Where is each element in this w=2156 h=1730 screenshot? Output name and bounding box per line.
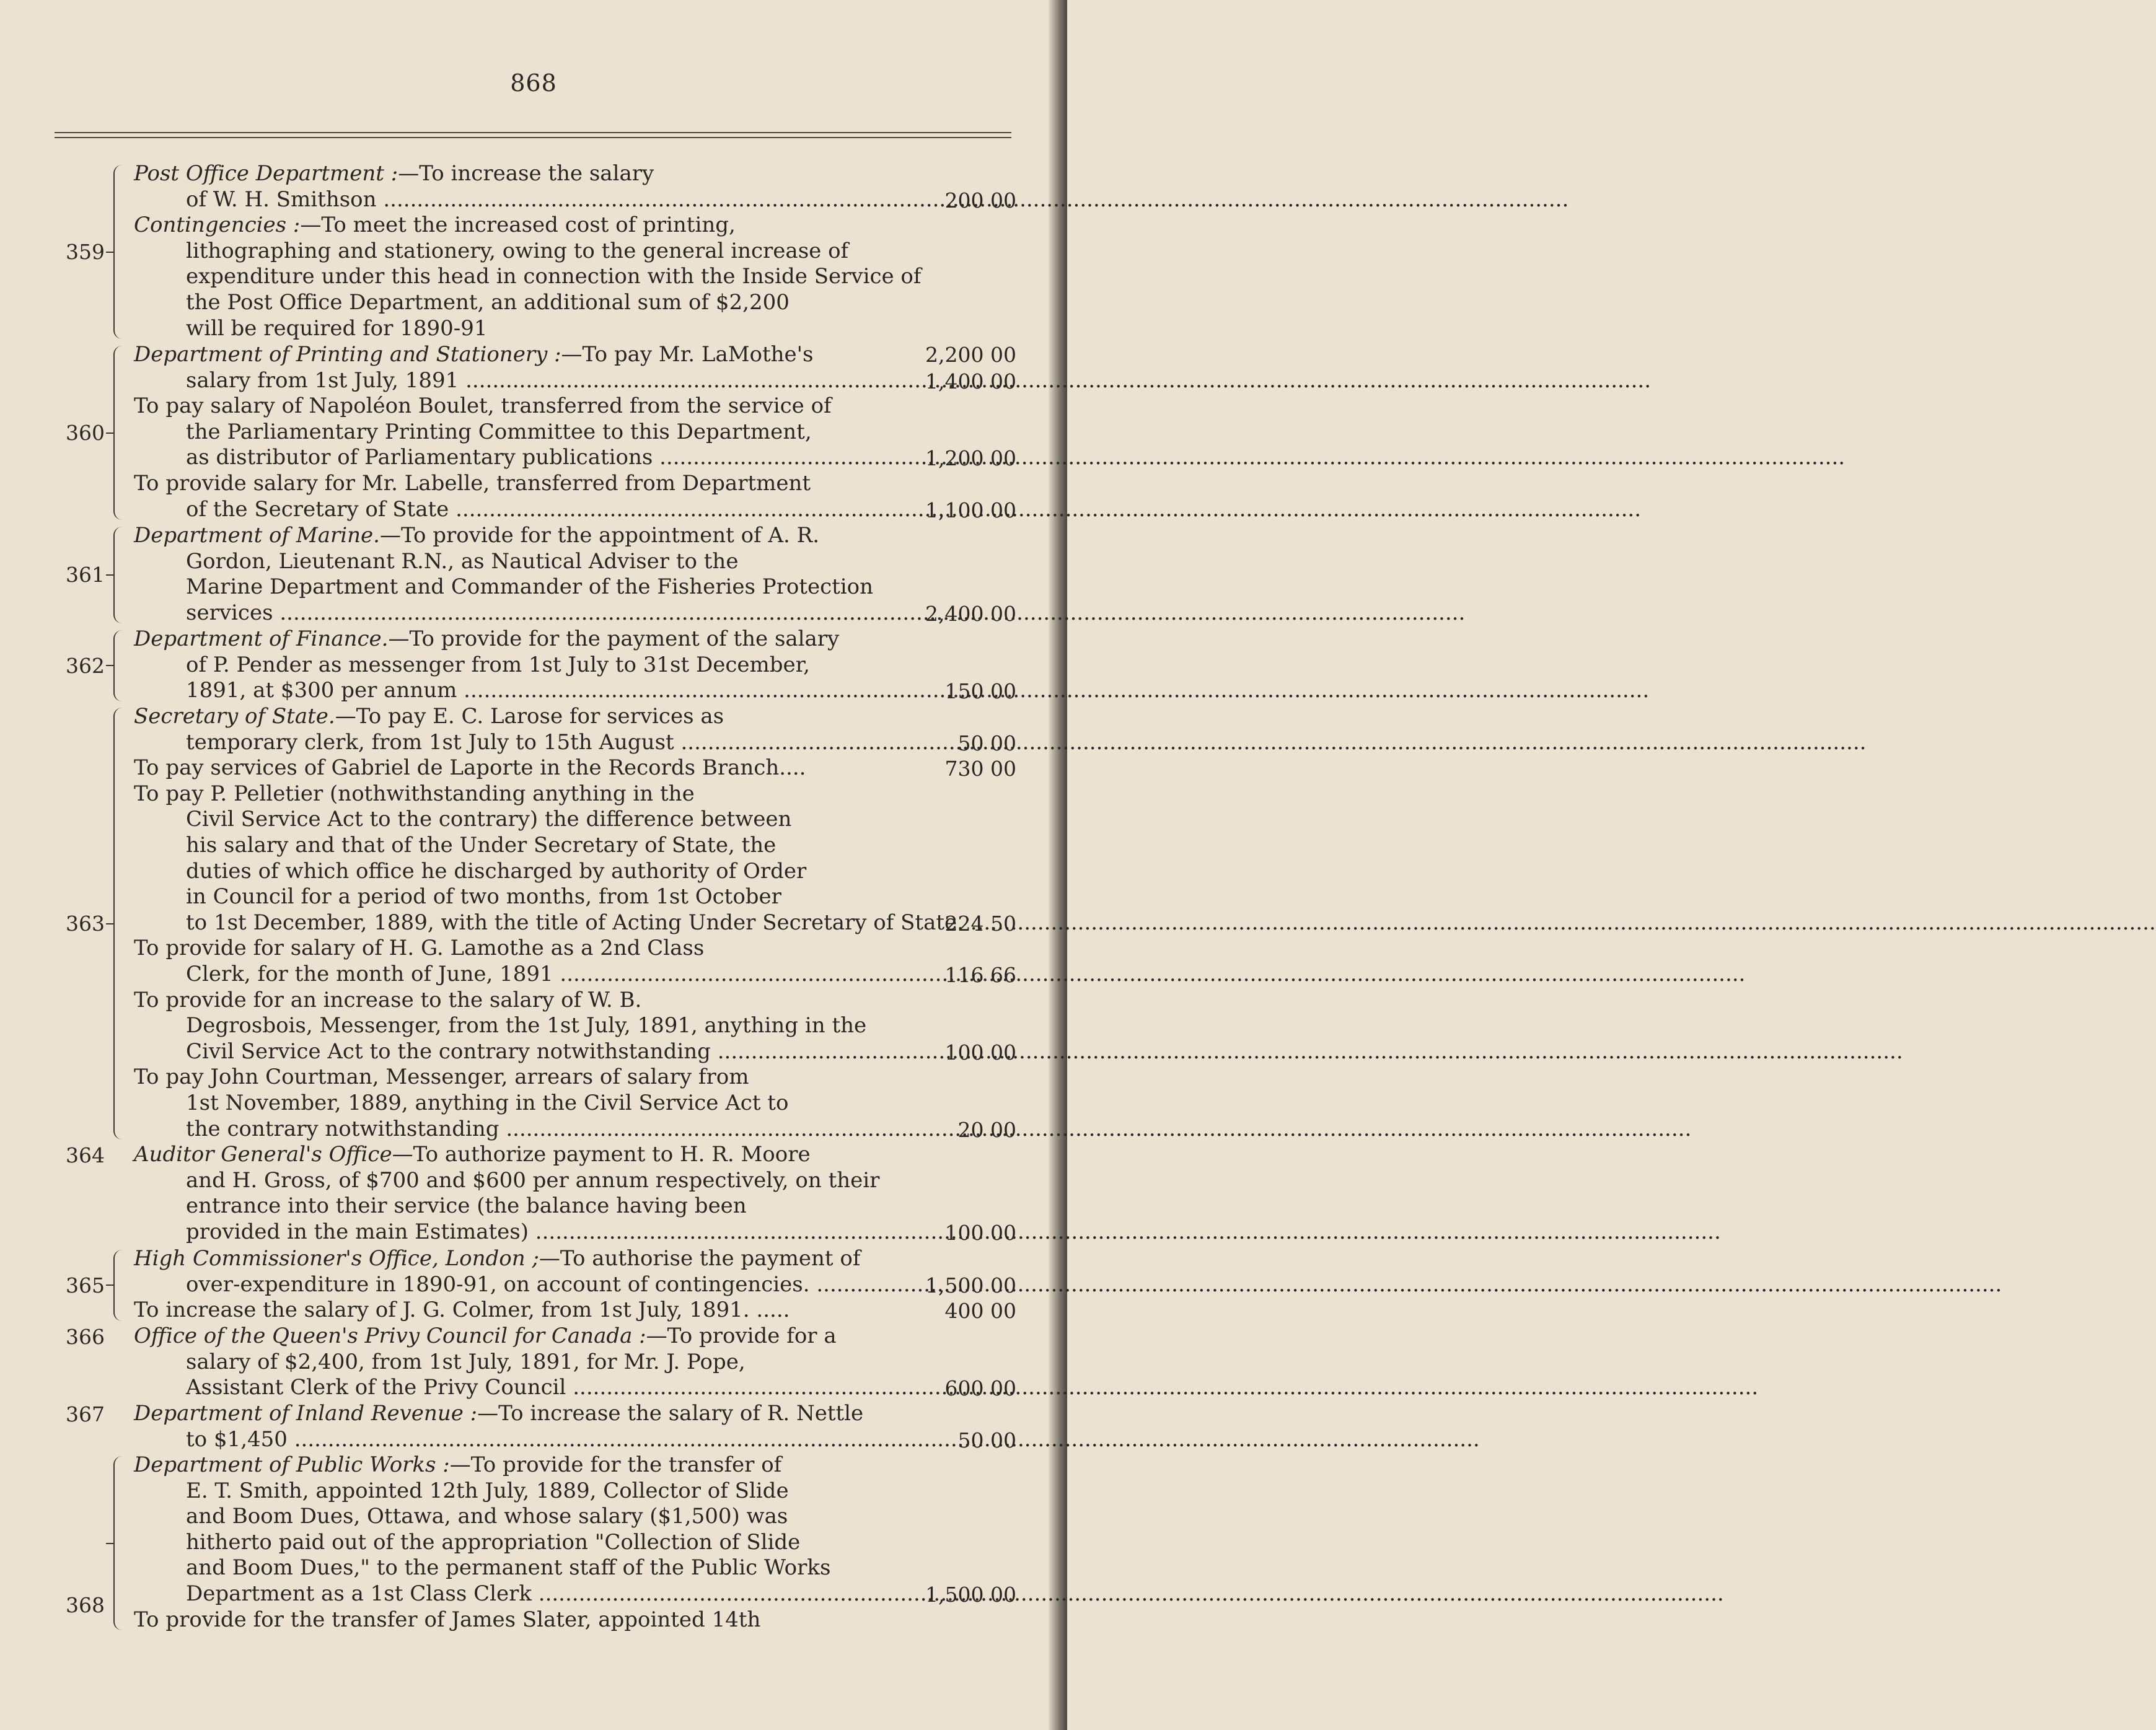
vote-number: 365 — [66, 1273, 105, 1298]
text-line: To pay John Courtman, Messenger, arrears of salary from — [134, 1065, 749, 1090]
vote-number: 360 — [66, 420, 105, 445]
entry-items — [134, 1452, 865, 1633]
text-line: of W. H. Smithson ..... — [134, 187, 865, 213]
header-rule — [55, 137, 1011, 138]
item-heading: Contingencies : — [134, 213, 301, 238]
vote-number: 361 — [66, 563, 105, 587]
text-line: as distributor of Parliamentary publications ..... — [134, 445, 865, 471]
item-heading: Department of Finance. — [134, 626, 389, 651]
text-line: Civil Service Act to the contrary notwithstanding ..... — [134, 1039, 865, 1065]
estimate-item — [134, 1246, 865, 1298]
item-heading: Department of Inland Revenue : — [134, 1401, 478, 1426]
item-heading: Department of Public Works : — [134, 1452, 450, 1477]
entry-brace — [113, 527, 123, 623]
estimate-item — [134, 393, 865, 471]
amount: 400 00 — [944, 1299, 1016, 1324]
estimate-item — [134, 1324, 865, 1401]
text-line: 1891, at $300 per annum ..... — [134, 678, 865, 704]
amount: 50 00 — [957, 1428, 1016, 1452]
entry-brace — [113, 1456, 123, 1630]
text-line: will be required for 1890-91 — [186, 315, 488, 341]
amount: 50 00 — [957, 731, 1016, 755]
amount: 730 00 — [944, 757, 1016, 781]
text-line: lithographing and stationery, owing to the general increase of — [186, 238, 849, 263]
estimate-item — [134, 471, 865, 522]
dot-leader — [529, 1219, 1721, 1244]
dot-leader — [499, 1117, 1692, 1141]
amount: 1,500 00 — [925, 1273, 1016, 1298]
text-line: To provide for the transfer of James Slater, appointed 14th — [134, 1607, 761, 1632]
amount: 116 66 — [944, 963, 1016, 987]
dot-leader — [532, 1581, 1724, 1606]
entry-brace — [113, 165, 123, 339]
vote-number: 367 — [66, 1402, 105, 1426]
item-heading: Post Office Department : — [134, 161, 398, 186]
dot-leader — [273, 600, 1466, 625]
text-line: his salary and that of the Under Secretary of State, the — [186, 832, 777, 858]
text-line: over-expenditure in 1890-91, on account of contingencies. ..... — [134, 1272, 865, 1298]
item-heading: Office of the Queen's Privy Council for Canada : — [134, 1324, 646, 1348]
page-edge-shadow — [1049, 0, 1067, 1730]
text-line: duties of which office he discharged by authority of Order — [186, 858, 807, 884]
item-heading: Department of Printing and Stationery : — [134, 342, 561, 367]
estimate-item — [134, 523, 874, 626]
vote-number: 368 — [66, 1592, 105, 1617]
vote-number: 363 — [66, 911, 105, 936]
item-heading: High Commissioner's Office, London ; — [134, 1246, 539, 1271]
dot-leader — [459, 368, 1651, 393]
dot-leader — [964, 910, 2156, 935]
text-line: Marine Department and Commander of the Fisheries Protection — [186, 574, 874, 600]
entry-items — [134, 626, 865, 704]
text-line: to 1st December, 1889, with the title of Acting Under Secretary of State. ..... — [134, 910, 865, 936]
text-line: the Post Office Department, an additional sum of $2,200 — [186, 289, 790, 315]
text-line: and H. Gross, of $700 and $600 per annum respectively, on their — [186, 1167, 880, 1193]
estimate-item — [134, 213, 922, 341]
estimate-item — [134, 988, 865, 1065]
entry-items — [134, 704, 964, 1142]
text-line: Degrosbois, Messenger, from the 1st July, 1891, anything in the — [186, 1013, 867, 1038]
text-line: To provide for salary of H. G. Lamothe as a 2nd Class — [134, 936, 705, 961]
amount: 1,500 00 — [925, 1583, 1016, 1607]
entry-brace — [113, 1250, 123, 1321]
text-line: To pay salary of Napoléon Boulet, transferred from the service of — [134, 393, 832, 419]
text-line: Office of the Queen's Privy Council for Canada :—To provide for a — [134, 1324, 837, 1348]
vote-number: 362 — [66, 653, 105, 678]
estimate-item — [134, 936, 865, 987]
text-line: and Boom Dues," to the permanent staff of the Public Works — [186, 1555, 831, 1581]
amount: 200 00 — [944, 188, 1016, 213]
text-line: salary of $2,400, from 1st July, 1891, for Mr. J. Pope, — [186, 1349, 746, 1374]
text-line: and Boom Dues, Ottawa, and whose salary ($1,500) was — [186, 1504, 788, 1529]
amount: 2,200 00 — [925, 343, 1016, 367]
estimate-item — [134, 626, 865, 704]
text-line: expenditure under this head in connection with the Inside Service of — [186, 264, 922, 289]
text-line: to $1,450 ..... — [134, 1427, 865, 1453]
text-line: the Parliamentary Printing Committee to this Department, — [186, 419, 812, 444]
dot-leader — [810, 1272, 2002, 1297]
amount: 1,100 00 — [925, 498, 1016, 522]
text-line: To pay P. Pelletier (nothwithstanding anything in the — [134, 781, 695, 806]
entry-items — [134, 1324, 865, 1401]
entry-items — [134, 1246, 865, 1324]
text-line: Gordon, Lieutenant R.N., as Nautical Adviser to the — [186, 548, 739, 574]
estimate-item — [134, 1607, 865, 1633]
text-line: Civil Service Act to the contrary) the difference between — [186, 807, 792, 832]
text-line: To provide for an increase to the salary of W. B. — [134, 987, 642, 1012]
estimate-item — [134, 704, 865, 755]
text-line: Clerk, for the month of June, 1891 ..... — [134, 962, 865, 988]
amount: 20 00 — [957, 1117, 1016, 1142]
text-line: of P. Pender as messenger from 1st July to 31st December, — [186, 652, 810, 677]
estimate-item — [134, 1452, 865, 1607]
text-line: the contrary notwithstanding ..... — [134, 1117, 865, 1143]
amount: 100 00 — [944, 1220, 1016, 1245]
text-line: services ..... — [134, 600, 865, 626]
estimate-item — [134, 1298, 865, 1324]
estimate-item — [134, 1401, 865, 1452]
item-heading: Department of Marine. — [134, 523, 380, 548]
dot-leader — [711, 1039, 1903, 1064]
text-line: of the Secretary of State ..... — [134, 497, 865, 523]
estimate-item — [134, 755, 865, 781]
text-line: Auditor General's Office—To authorize payment to H. R. Moore — [134, 1142, 811, 1167]
dot-leader — [553, 962, 1746, 986]
text-line: Assistant Clerk of the Privy Council ..... — [134, 1375, 865, 1401]
estimate-item — [134, 781, 964, 936]
text-line: entrance into their service (the balance having been — [186, 1193, 747, 1219]
header-rule — [55, 132, 1011, 133]
amount: 224 50 — [944, 911, 1016, 936]
text-line: Department of Public Works :—To provide for the transfer of — [134, 1452, 782, 1477]
text-line: High Commissioner's Office, London ;—To authorise the payment of — [134, 1246, 861, 1271]
dot-leader — [674, 730, 1867, 755]
text-line: Secretary of State.—To pay E. C. Larose for services as — [134, 704, 724, 729]
item-heading: Auditor General's Office — [134, 1142, 392, 1167]
text-line: Department of Marine.—To provide for the appointment of A. R. — [134, 523, 820, 548]
vote-number: 366 — [66, 1325, 105, 1349]
text-line: Department of Finance.—To provide for the payment of the salary — [134, 626, 840, 651]
text-line: E. T. Smith, appointed 12th July, 1889, Collector of Slide — [186, 1478, 789, 1503]
text-line: Department of Inland Revenue :—To increase the salary of R. Nettle — [134, 1401, 864, 1426]
text-line: in Council for a period of two months, from 1st October — [186, 884, 781, 910]
text-line: hitherto paid out of the appropriation "Collection of Slide — [186, 1529, 801, 1555]
entry-items — [134, 342, 865, 522]
vote-number: 364 — [66, 1143, 105, 1167]
dot-leader — [457, 678, 1649, 703]
dot-leader — [288, 1427, 1480, 1452]
amount: 150 00 — [944, 679, 1016, 704]
text-line: To pay services of Gabriel de Laporte in the Records Branch.... — [134, 755, 806, 781]
amount: 2,400 00 — [925, 601, 1016, 626]
vote-number: 359 — [66, 239, 105, 264]
text-line: To increase the salary of J. G. Colmer, from 1st July, 1891. ..... — [134, 1298, 790, 1323]
entry-items — [134, 523, 874, 626]
estimate-item — [134, 342, 865, 393]
entry-items — [134, 1142, 880, 1245]
amount: 600 00 — [944, 1376, 1016, 1401]
entry-brace — [113, 708, 123, 1139]
entry-items — [134, 161, 922, 341]
text-line: Post Office Department :—To increase the salary — [134, 161, 654, 186]
entry-items — [134, 1401, 865, 1452]
text-line: Department of Printing and Stationery :—To pay Mr. LaMothe's — [134, 342, 814, 367]
amount: 1,400 00 — [925, 369, 1016, 393]
text-line: salary from 1st July, 1891 ..... — [134, 368, 865, 394]
dot-leader — [377, 187, 1569, 212]
estimate-item — [134, 1065, 865, 1142]
entry-brace — [113, 346, 123, 520]
amount: 100 00 — [944, 1040, 1016, 1065]
estimate-item — [134, 161, 865, 213]
dot-leader — [566, 1375, 1758, 1400]
text-line: To provide salary for Mr. Labelle, transferred from Department — [134, 470, 811, 496]
text-line: temporary clerk, from 1st July to 15th August ..... — [134, 730, 865, 756]
page-number: 868 — [510, 69, 557, 97]
estimate-item — [134, 1142, 880, 1245]
entry-brace — [113, 630, 123, 701]
text-line: 1st November, 1889, anything in the Civil Service Act to — [186, 1090, 789, 1115]
item-heading: Secretary of State. — [134, 704, 335, 729]
text-line: Department as a 1st Class Clerk ..... — [134, 1581, 865, 1607]
text-line: Contingencies :—To meet the increased cost of printing, — [134, 213, 736, 238]
amount: 1,200 00 — [925, 446, 1016, 471]
dot-leader — [653, 445, 1845, 470]
dot-leader — [449, 497, 1641, 522]
text-line: provided in the main Estimates) ..... — [134, 1219, 865, 1245]
